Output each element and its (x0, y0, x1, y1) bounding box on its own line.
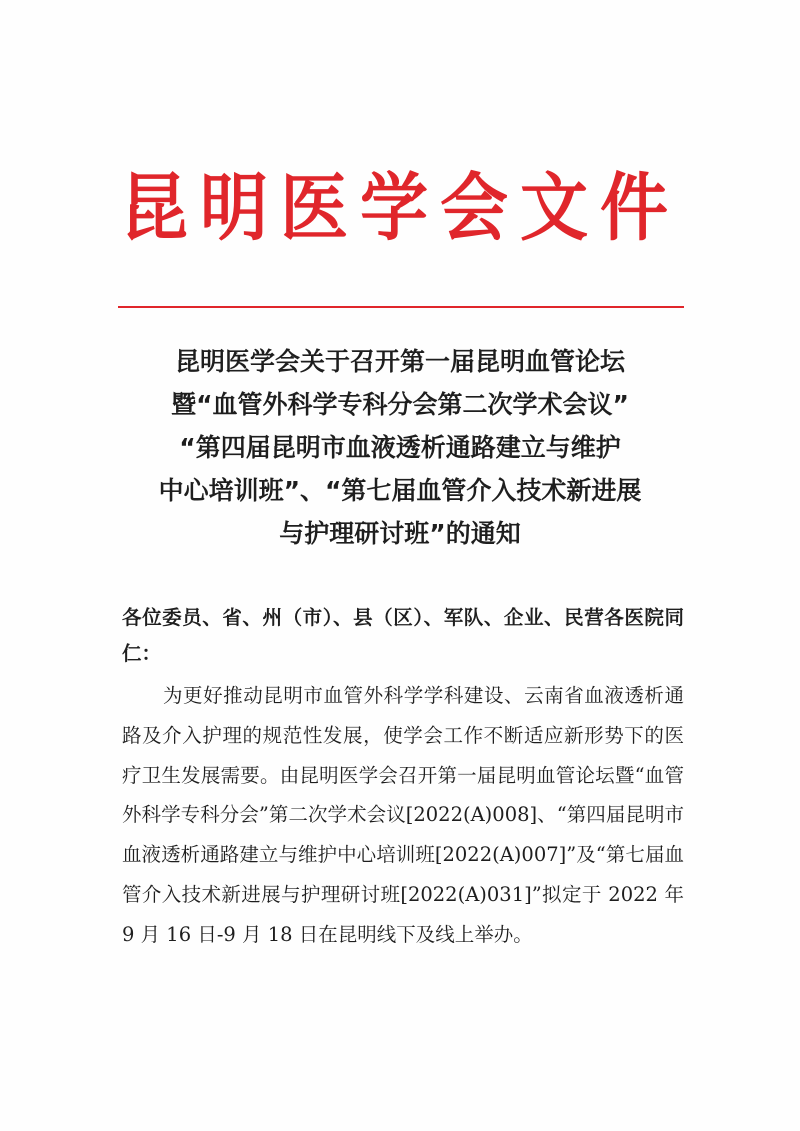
title-line-4: 中心培训班”、“第七届血管介入技术新进展 (158, 476, 642, 505)
title-line-3: “第四届昆明市血液透析通路建立与维护 (179, 433, 621, 462)
notice-title (120, 340, 680, 555)
title-line-5: 与护理研讨班”的通知 (279, 519, 521, 548)
title-line-2: 暨“血管外科学专科分会第二次学术会议” (171, 390, 629, 419)
salutation: 各位委员、省、州（市）、县（区）、军队、企业、民营各医院同仁： (122, 606, 684, 665)
red-divider-rule (118, 306, 684, 308)
title-line-1: 昆明医学会关于召开第一届昆明血管论坛 (174, 347, 625, 376)
body-paragraph: 为更好推动昆明市血管外科学学科建设、云南省血液透析通路及介入护理的规范性发展，使学会工作不断适应新形势下的医疗卫生发展需要。由昆明医学会召开第一届昆明血管论坛暨“血管外科学专科分会”第二次学术会议[2022(A)008]、“第四届昆明市血液透析通路建立与维护中心培训班[2022(A)007]”及“第七届血管介入技术新进展与护理研讨班[2022(A)031]”拟定于 2022 年 9 月 16 日-9 月 18 日在昆明线下及线上举办。 (122, 684, 684, 946)
document-masthead: 昆明医学会文件 (119, 166, 680, 252)
